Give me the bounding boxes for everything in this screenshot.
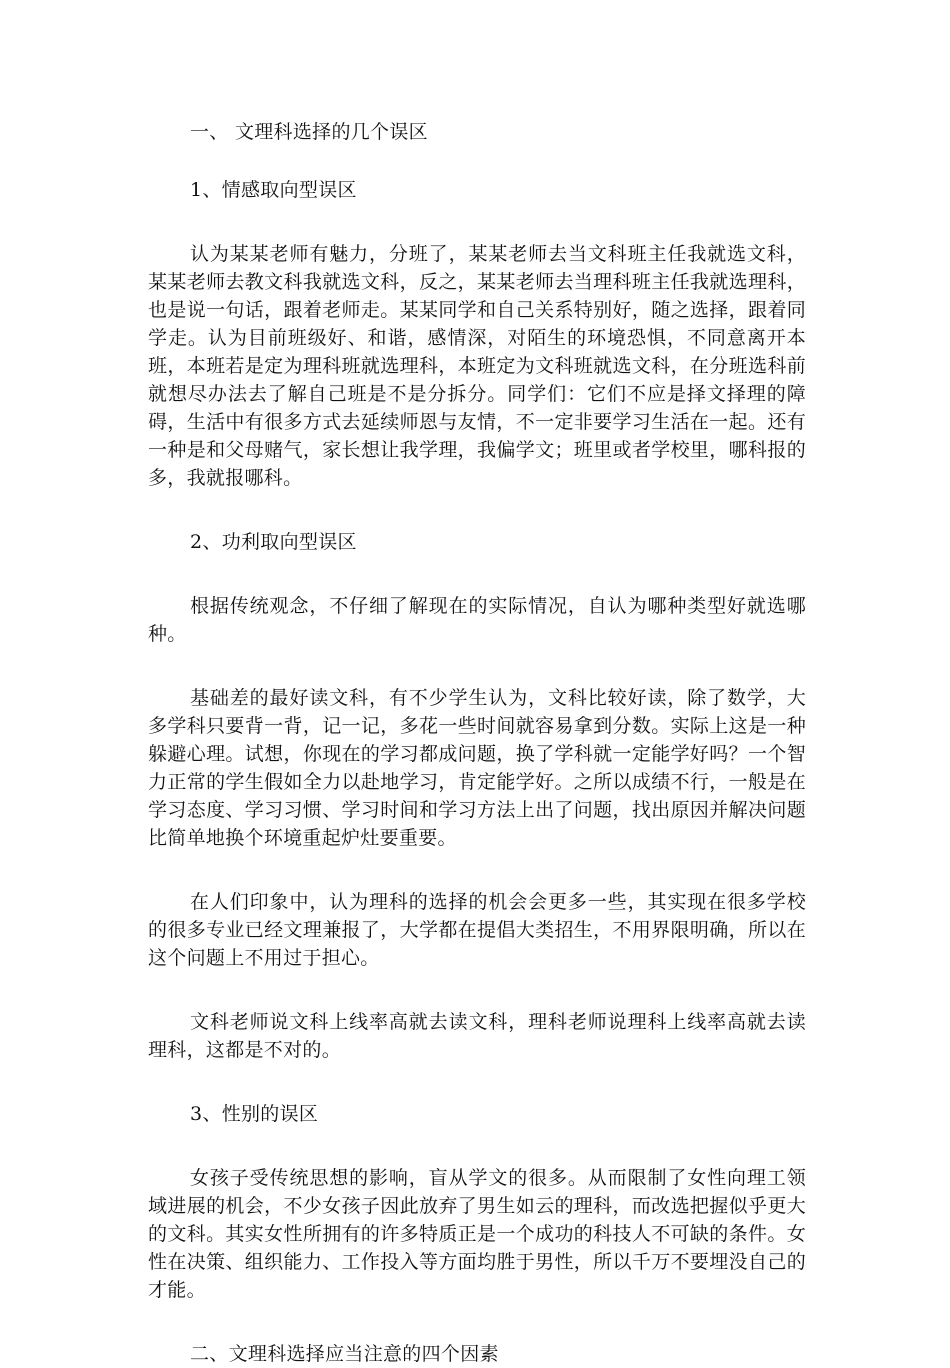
- section-1-item-3-paragraph: 女孩子受传统思想的影响，盲从学文的很多。从而限制了女性向理工领域进展的机会，不少女孩子因此放弃了男生如云的理科，而改选把握似乎更大的文科。其实女性所拥有的许多特质正是一个成功的科技人不可缺的条件。女性在决策、组织能力、工作投入等方面均胜于男性，所以千万不要埋没自己的才能。: [148, 1167, 806, 1301]
- section-1-item-3-title: 3、性别的误区: [190, 1103, 319, 1125]
- section-1-item-2-paragraph-2: 基础差的最好读文科，有不少学生认为，文科比较好读，除了数学，大多学科只要背一背，记一记，多花一些时间就容易拿到分数。实际上这是一种躲避心理。试想，你现在的学习都成问题，换了学科就一定能学好吗？一个智力正常的学生假如全力以赴地学习，肯定能学好。之所以成绩不行，一般是在学习态度、学习习惯、学习时间和学习方法上出了问题，找出原因并解决问题比简单地换个环境重起炉灶要重要。: [148, 687, 806, 849]
- document-body: [148, 118, 806, 1368]
- section-1-item-1-title: 1、情感取向型误区: [190, 179, 357, 201]
- section-1-item-1-paragraph: 认为某某老师有魅力，分班了，某某老师去当文科班主任我就选文科，某某老师去教文科我就选文科，反之，某某老师去当理科班主任我就选理科，也是说一句话，跟着老师走。某某同学和自己关系特别好，随之选择，跟着同学走。认为目前班级好、和谐，感情深，对陌生的环境恐惧，不同意离开本班，本班若是定为理科班就选理科，本班定为文科班就选文科，在分班选科前就想尽办法去了解自己班是不是分拆分。同学们：它们不应是择文择理的障碍，生活中有很多方式去延续师恩与友情，不一定非要学习生活在一起。还有一种是和父母赌气，家长想让我学理，我偏学文；班里或者学校里，哪科报的多，我就报哪科。: [148, 243, 806, 489]
- section-2-title: 二、文理科选择应当注意的四个因素: [190, 1343, 499, 1365]
- section-1-title: 一、 文理科选择的几个误区: [190, 121, 428, 143]
- section-1-item-2-paragraph-3: 在人们印象中，认为理科的选择的机会会更多一些，其实现在很多学校的很多专业已经文理兼报了，大学都在提倡大类招生，不用界限明确，所以在这个问题上不用过于担心。: [148, 891, 806, 969]
- section-1-item-2-title: 2、功利取向型误区: [190, 531, 357, 553]
- section-1-item-2-paragraph-4: 文科老师说文科上线率高就去读文科，理科老师说理科上线率高就去读理科，这都是不对的。: [148, 1011, 806, 1061]
- section-1-item-2-paragraph-1: 根据传统观念，不仔细了解现在的实际情况，自认为哪种类型好就选哪种。: [148, 595, 806, 645]
